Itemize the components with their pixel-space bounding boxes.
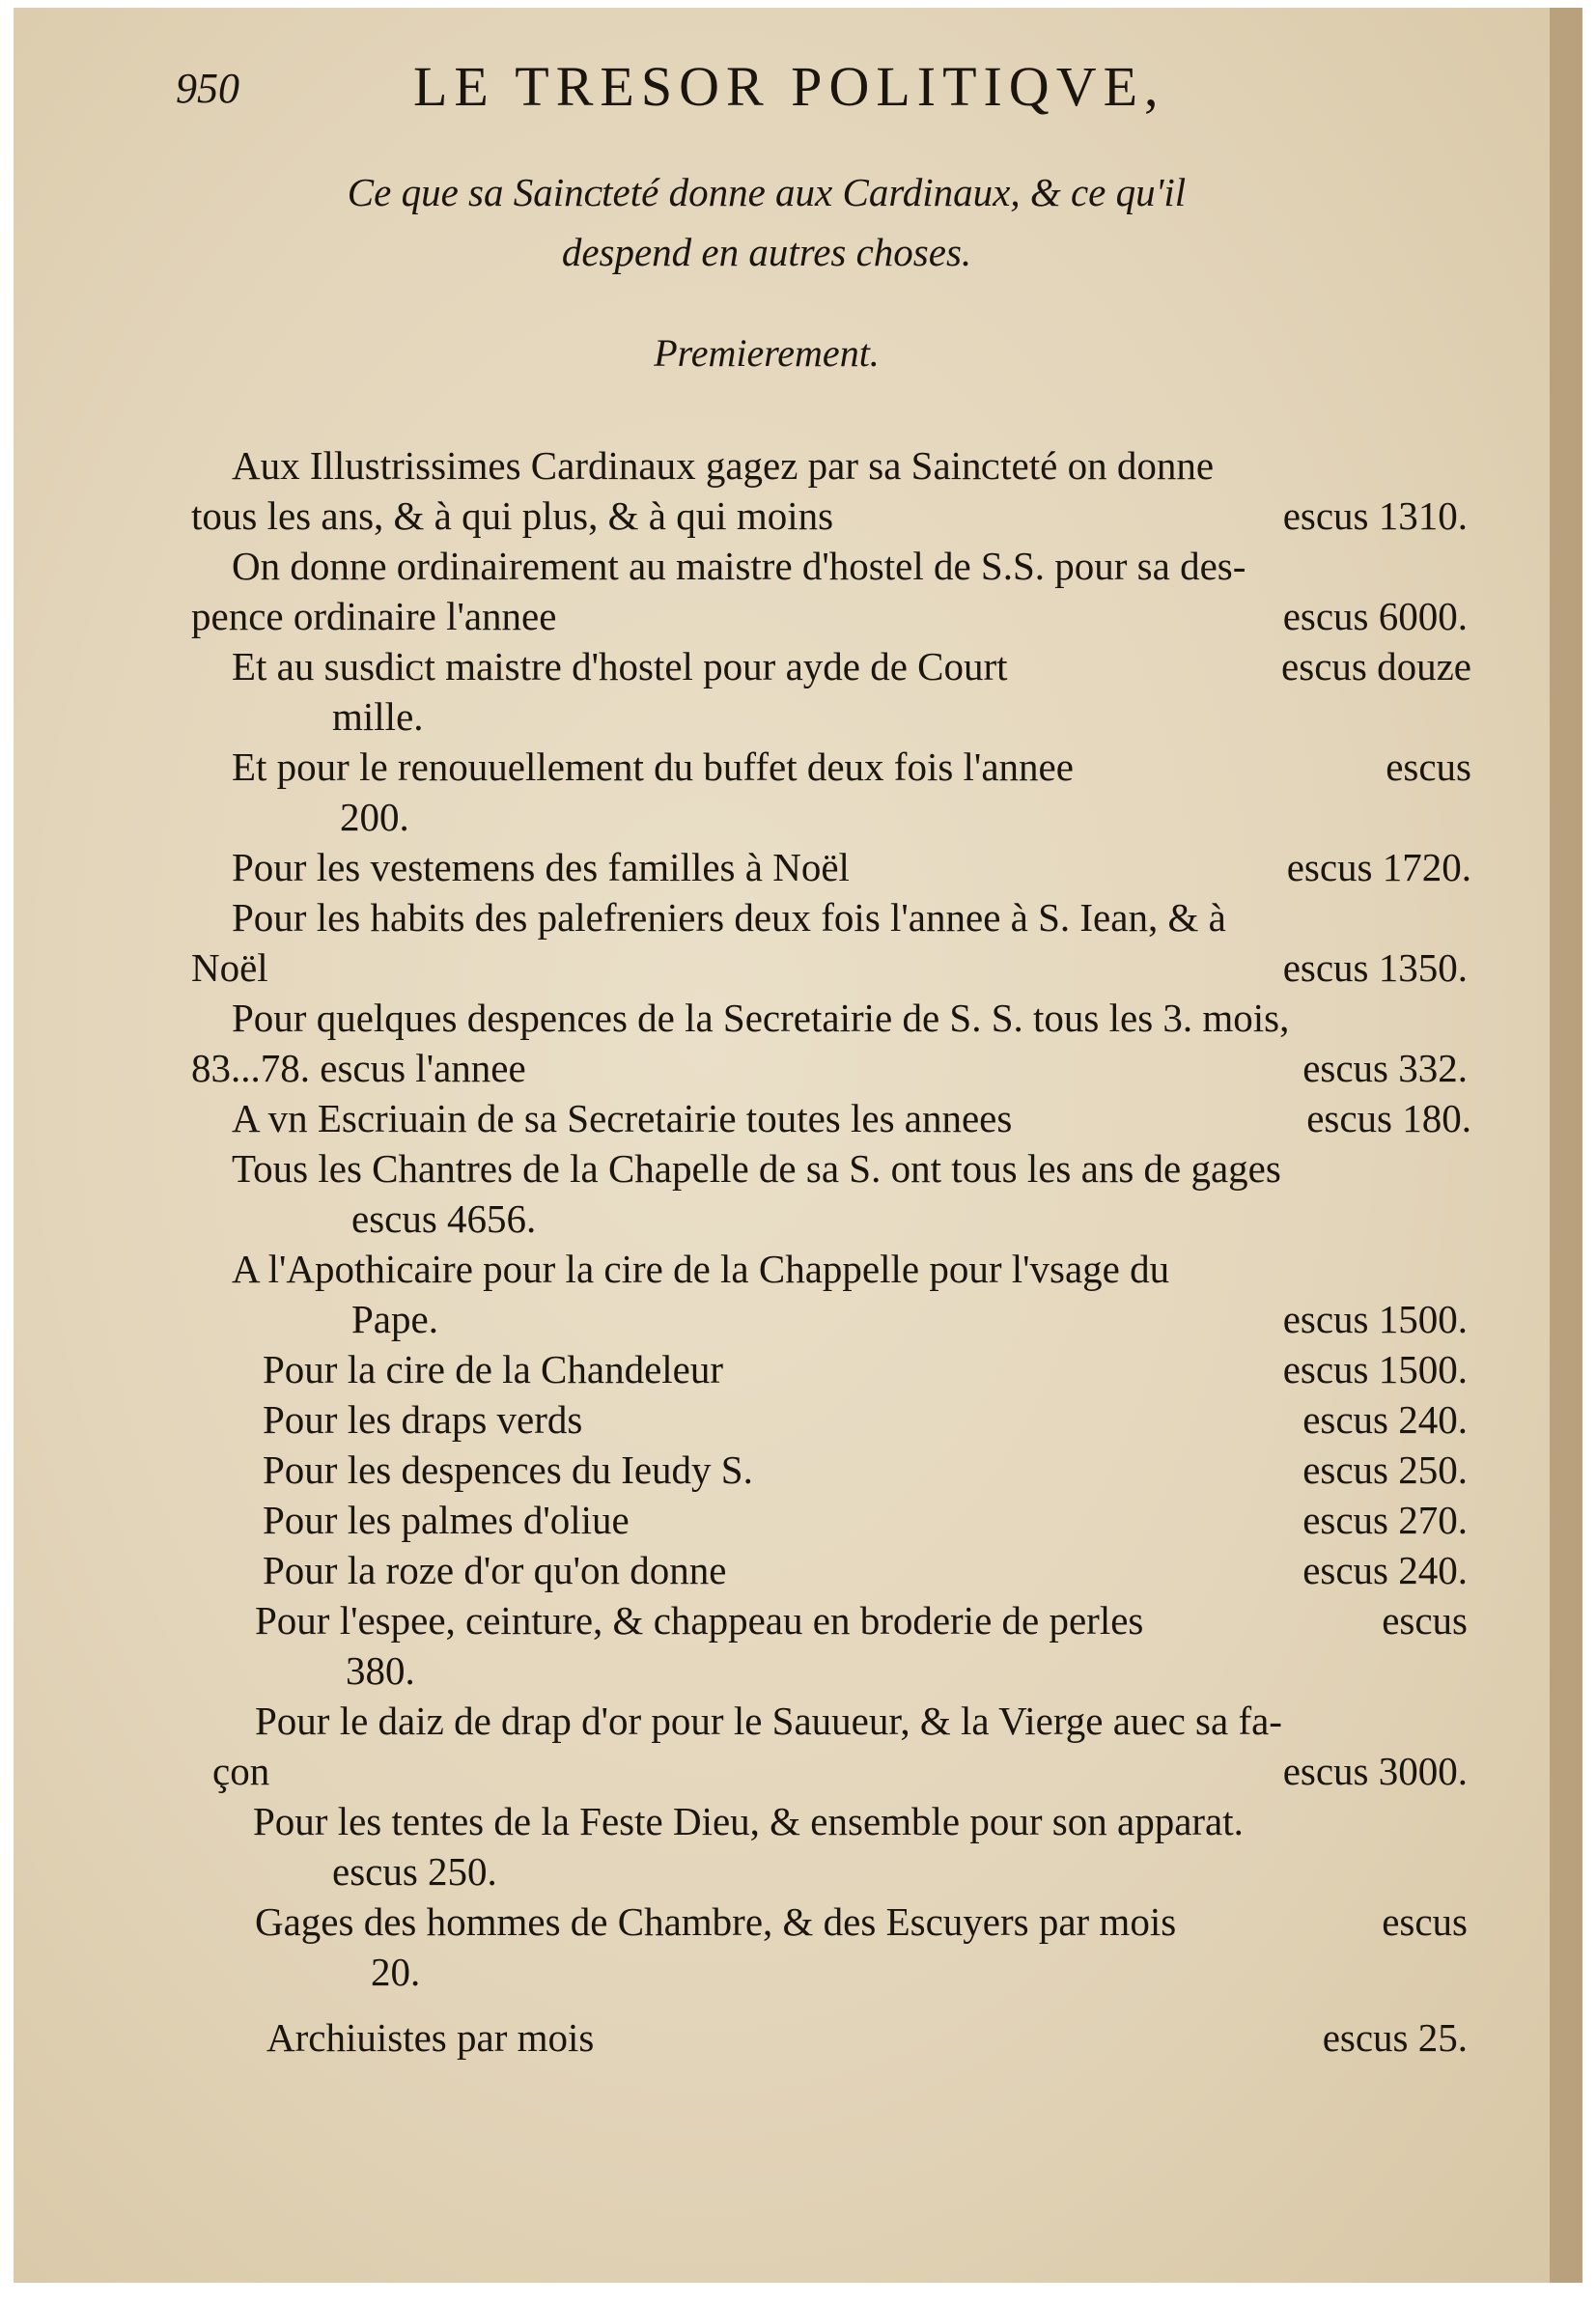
- entry-line: Pour le daiz de drap d'or pour le Sauueur, & la Vierge auec sa fa-: [255, 1699, 1282, 1743]
- entry-line: On donne ordinairement au maistre d'hostel de S.S. pour sa des-: [232, 544, 1246, 588]
- entry-line: Gages des hommes de Chambre, & des Escuyers par mois escus: [255, 1899, 1468, 1944]
- running-title: LE TRESOR POLITIQVE,: [413, 55, 1165, 118]
- entry-line: Et pour le renouuellement du buffet deux fois l'annee escus: [232, 745, 1471, 789]
- entry-line: pence ordinaire l'annee escus 6000.: [191, 594, 1468, 638]
- entry-line: escus 4656.: [351, 1196, 537, 1241]
- section-heading-line-2: despend en autres choses.: [561, 230, 972, 274]
- entry-line: escus 250.: [332, 1849, 497, 1894]
- section-heading-line-1: Ce que sa Sainᴄteté donne aux Cardinaux, & ce qu'il: [347, 170, 1187, 214]
- entry-line: çon escus 3000.: [212, 1749, 1468, 1793]
- entry-line: Pour la cire de la Chandeleur escus 1500.: [263, 1347, 1468, 1391]
- entry-line: Et au susdiᴄt maistre d'hostel pour ayde de Court escus douze: [232, 644, 1471, 688]
- entry-line: Pour les habits des palefreniers deux fois l'annee à S. Iean, & à: [232, 895, 1226, 940]
- entry-line: Archiuistes par mois escus 25.: [266, 2015, 1468, 2060]
- entry-line: Noël escus 1350.: [191, 945, 1468, 990]
- subheading: Premierement.: [654, 331, 880, 375]
- page-number: 950: [176, 65, 239, 112]
- entry-line: Pour les vestemens des familles à Noël escus 1720.: [232, 845, 1471, 889]
- entry-line: Pour les draps verds escus 240.: [263, 1397, 1468, 1442]
- entry-line: tous les ans, & à qui plus, & à qui moins escus 1310.: [191, 493, 1468, 538]
- entry-line: 20.: [371, 1950, 421, 1994]
- entry-line: Pour la roze d'or qu'on donne escus 240.: [263, 1548, 1468, 1592]
- entry-line: Pour les despences du Ieudy S. escus 250.: [263, 1447, 1468, 1492]
- entry-line: Pour les tentes de la Feste Dieu, & ensemble pour son apparat.: [253, 1799, 1244, 1843]
- entry-line: Pape. escus 1500.: [351, 1297, 1468, 1341]
- entry-line: Pour l'espee, ceinture, & chappeau en broderie de perles escus: [255, 1598, 1468, 1643]
- entry-line: A l'Apothicaire pour la cire de la Chappelle pour l'vsage du: [232, 1247, 1170, 1291]
- entry-line: 83...78. escus l'annee escus 332.: [191, 1046, 1468, 1090]
- paper-sheet: [14, 8, 1582, 2283]
- entry-line: 200.: [340, 795, 409, 839]
- entry-line: Pour quelques despences de la Secretairie de S. S. tous les 3. mois,: [232, 996, 1290, 1040]
- entries-list: [14, 8, 1520, 2283]
- entry-line: Pour les palmes d'oliue escus 270.: [263, 1498, 1468, 1542]
- entry-line: Tous les Chantres de la Chapelle de sa S. ont tous les ans de gages: [232, 1146, 1281, 1191]
- entry-line: A vn Escriuain de sa Secretairie toutes les annees escus 180.: [232, 1096, 1471, 1140]
- entry-line: 380.: [346, 1648, 415, 1693]
- entry-line: mille.: [332, 694, 424, 739]
- entry-line: Aux Illustrissimes Cardinaux gagez par sa Sainᴄteté on donne: [232, 443, 1215, 488]
